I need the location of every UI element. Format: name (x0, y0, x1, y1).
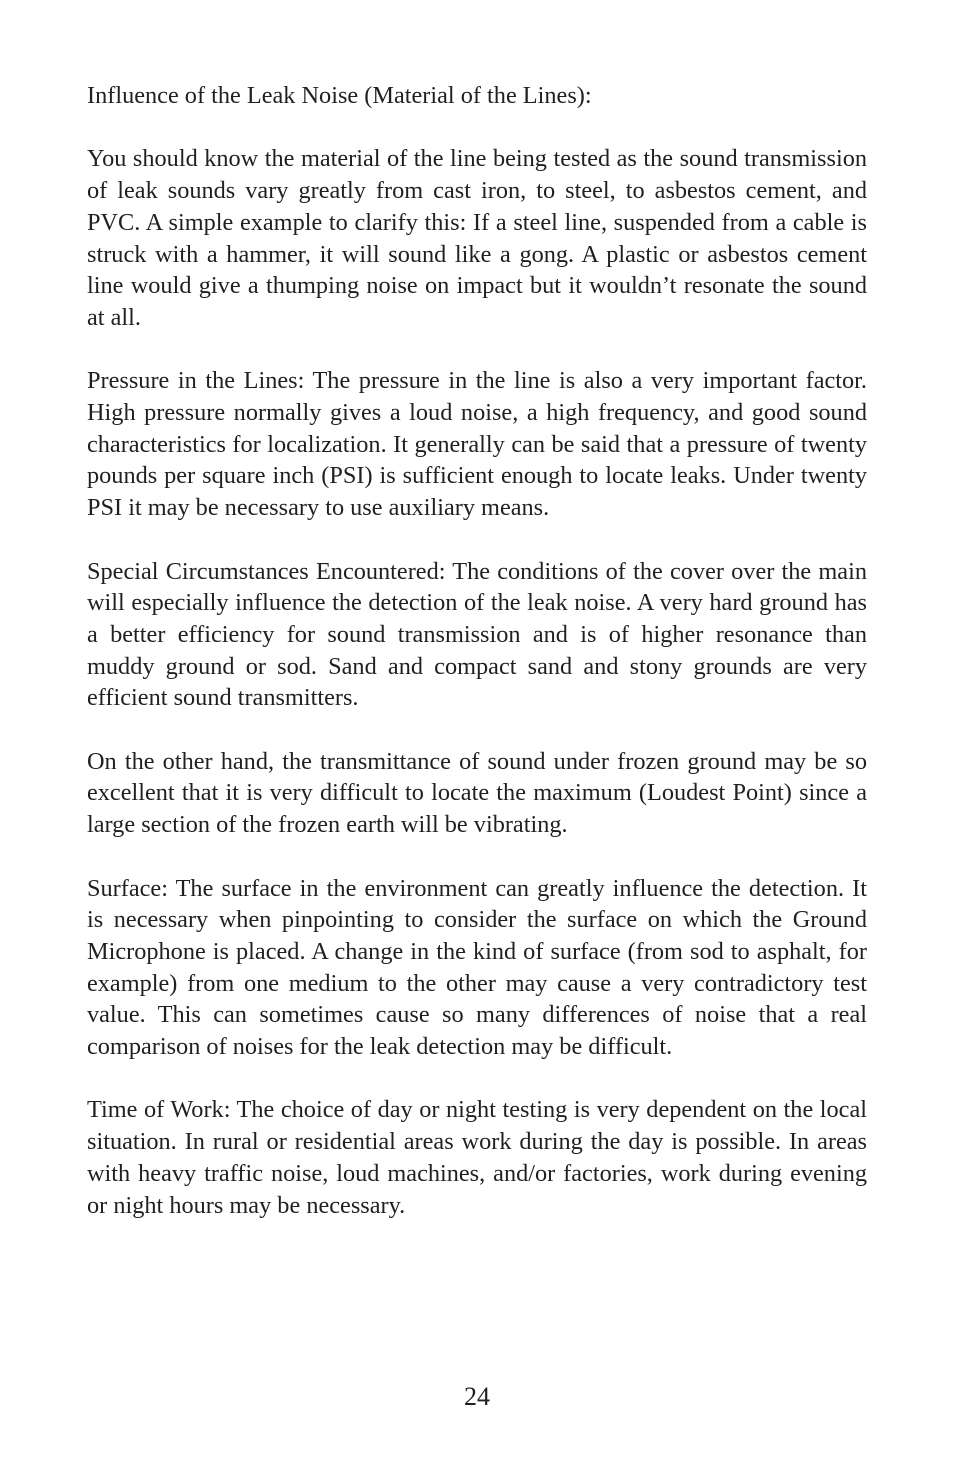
paragraph-material: You should know the material of the line being tested as the sound transmission of leak sounds vary greatly from cast iron, to steel, to asbestos cement, and PVC. A simple example to clarify this: If a steel line, suspended from a cable is struck with a hammer, it will sound like a gong. A plastic or asbestos cement line would give a thumping noise on impact but it wouldn’t resonate the sound at all. (87, 145, 867, 331)
page-body (87, 80, 867, 1253)
paragraph-time-of-work: Time of Work: The choice of day or night testing is very dependent on the local situation. In rural or residential areas work during the day is possible. In areas with heavy traffic noise, loud machines, and/or factories, work during evening or night hours may be necessary. (87, 1096, 867, 1219)
page-number: 24 (464, 1382, 490, 1411)
paragraph-surface: Surface: The surface in the environment can greatly influence the detection. It is necessary when pinpointing to consider the surface on which the Ground Microphone is placed. A change in the kind of surface (from sod to asphalt, for example) from one medium to the other may cause a very contradictory test value. This can sometimes cause so many differences of noise that a real comparison of noises for the leak detection may be difficult. (87, 874, 867, 1061)
section-heading: Influence of the Leak Noise (Material of the Lines): (87, 82, 592, 109)
paragraph-frozen-ground: On the other hand, the transmittance of sound under frozen ground may be so excellent that it is very difficult to locate the maximum (Loudest Point) since a large section of the frozen earth will be vibrating. (87, 747, 867, 839)
paragraph-special-circumstances: Special Circumstances Encountered: The conditions of the cover over the main will especially influence the detection of the leak noise. A very hard ground has a better efficiency for sound transmission and is of higher resonance than muddy ground or sod. Sand and compact sand and stony grounds are very efficient sound transmitters. (87, 557, 867, 712)
paragraph-pressure: Pressure in the Lines: The pressure in the line is also a very important factor. High pressure normally gives a loud noise, a high frequency, and good sound characteristics for localization. It generally can be said that a pressure of twenty pounds per square inch (PSI) is sufficient enough to locate leaks. Under twenty PSI it may be necessary to use auxiliary means. (87, 367, 867, 522)
